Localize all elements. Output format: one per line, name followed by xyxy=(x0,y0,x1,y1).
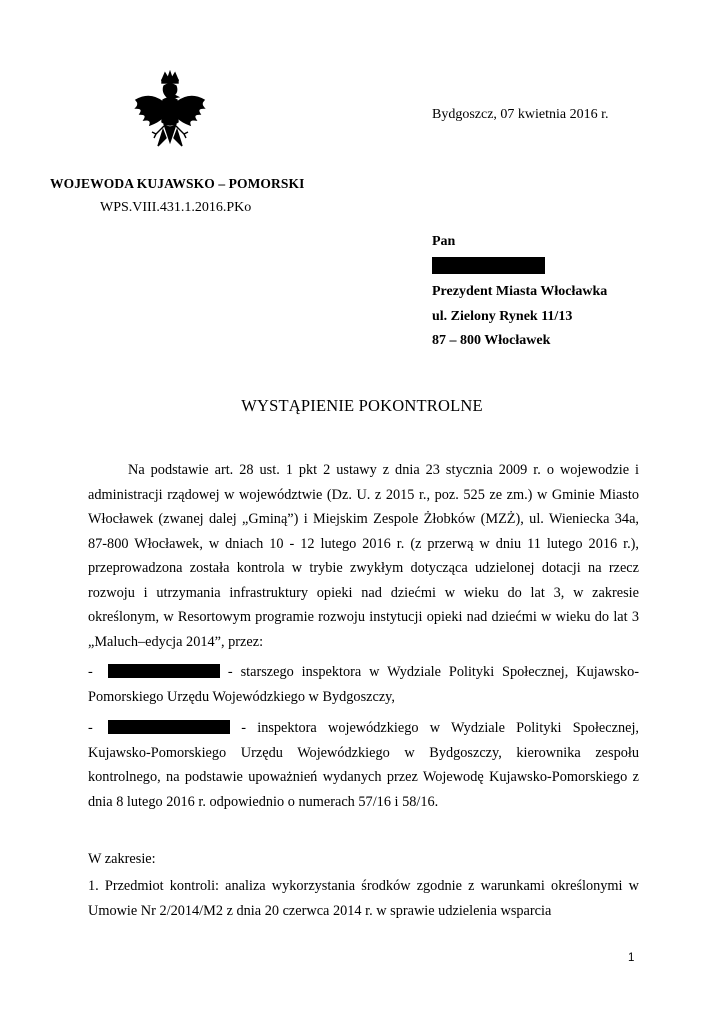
reference-number: WPS.VIII.431.1.2016.PKo xyxy=(100,200,252,215)
recipient-line-2: ul. Zielony Rynek 11/13 xyxy=(432,309,573,324)
recipient-line-1: Prezydent Miasta Włocławka xyxy=(432,284,608,299)
inspector-2-text: - inspektora wojewódzkiego w Wydziale Polityki Społecznej, Kujawsko-Pomorskiego Urzędu Wojewódzkiego w Bydgoszczy, kierownika zespołu kontrolnego, na podstawie upoważnień wydanych przez Wojewodę Kujawsko-Pomorskiego z dnia 8 lutego 2016 r. odpowiednio o numerach 57/16 i 58/16. xyxy=(88,720,639,810)
inspector-2-entry: - - inspektora wojewódzkiego w Wydziale Polityki Społecznej, Kujawsko-Pomorskiego Urzędu Wojewódzkiego w Bydgoszczy, kierownika zespołu kontrolnego, na podstawie upoważnień wydanych przez Wojewodę Kujawsko-Pomorskiego z dnia 8 lutego 2016 r. odpowiednio o numerach 57/16 i 58/16. xyxy=(88,720,639,810)
intro-paragraph xyxy=(88,458,639,654)
scope-heading: W zakresie: xyxy=(88,851,156,867)
inspector-1-text: - starszego inspektora w Wydziale Polityki Społecznej, Kujawsko-Pomorskiego Urzędu Wojewódzkiego w Bydgoszczy, xyxy=(88,664,639,705)
redacted-inspector-1-name xyxy=(108,664,220,678)
redacted-recipient-name xyxy=(432,257,545,274)
document-title: WYSTĄPIENIE POKONTROLNE xyxy=(241,396,483,415)
polish-eagle-emblem xyxy=(130,70,210,156)
issuing-authority: WOJEWODA KUJAWSKO – POMORSKI xyxy=(50,176,305,191)
intro-paragraph-text: Na podstawie art. 28 ust. 1 pkt 2 ustawy z dnia 23 stycznia 2009 r. o wojewodzie i administracji rządowej w województwie (Dz. U. z 2015 r., poz. 525 ze zm.) w Gminie Miasto Włocławek (zwanej dalej „Gminą”) i Miejskim Zespole Żłobków (MZŻ), ul. Wieniecka 34a, 87-800 Włocławek, w dniach 10 - 12 lutego 2016 r. (z przerwą w dniu 11 lutego 2016 r.), przeprowadzona została kontrola w trybie zwykłym dotycząca udzielonej dotacji na rzecz rozwoju i utrzymania infrastruktury opieki nad dziećmi w wieku do lat 3, w zakresie określonym, w Resortowym programie rozwoju instytucji opieki nad dziećmi w wieku do lat 3 „Maluch–edycja 2014”, przez: xyxy=(88,462,639,650)
inspector-1-entry: - - starszego inspektora w Wydziale Polityki Społecznej, Kujawsko-Pomorskiego Urzędu Wojewódzkiego w Bydgoszczy, xyxy=(88,664,639,705)
scope-point-1: 1. Przedmiot kontroli: analiza wykorzystania środków zgodnie z warunkami określonymi w Umowie Nr 2/2014/M2 z dnia 20 czerwca 2014 r. w sprawie udzielenia wsparcia xyxy=(88,878,639,919)
recipient-salutation: Pan xyxy=(432,234,456,249)
page-number: 1 xyxy=(628,952,635,964)
document-date: Bydgoszcz, 07 kwietnia 2016 r. xyxy=(432,107,609,122)
redacted-inspector-2-name xyxy=(108,720,230,734)
recipient-line-3: 87 – 800 Włocławek xyxy=(432,333,551,348)
